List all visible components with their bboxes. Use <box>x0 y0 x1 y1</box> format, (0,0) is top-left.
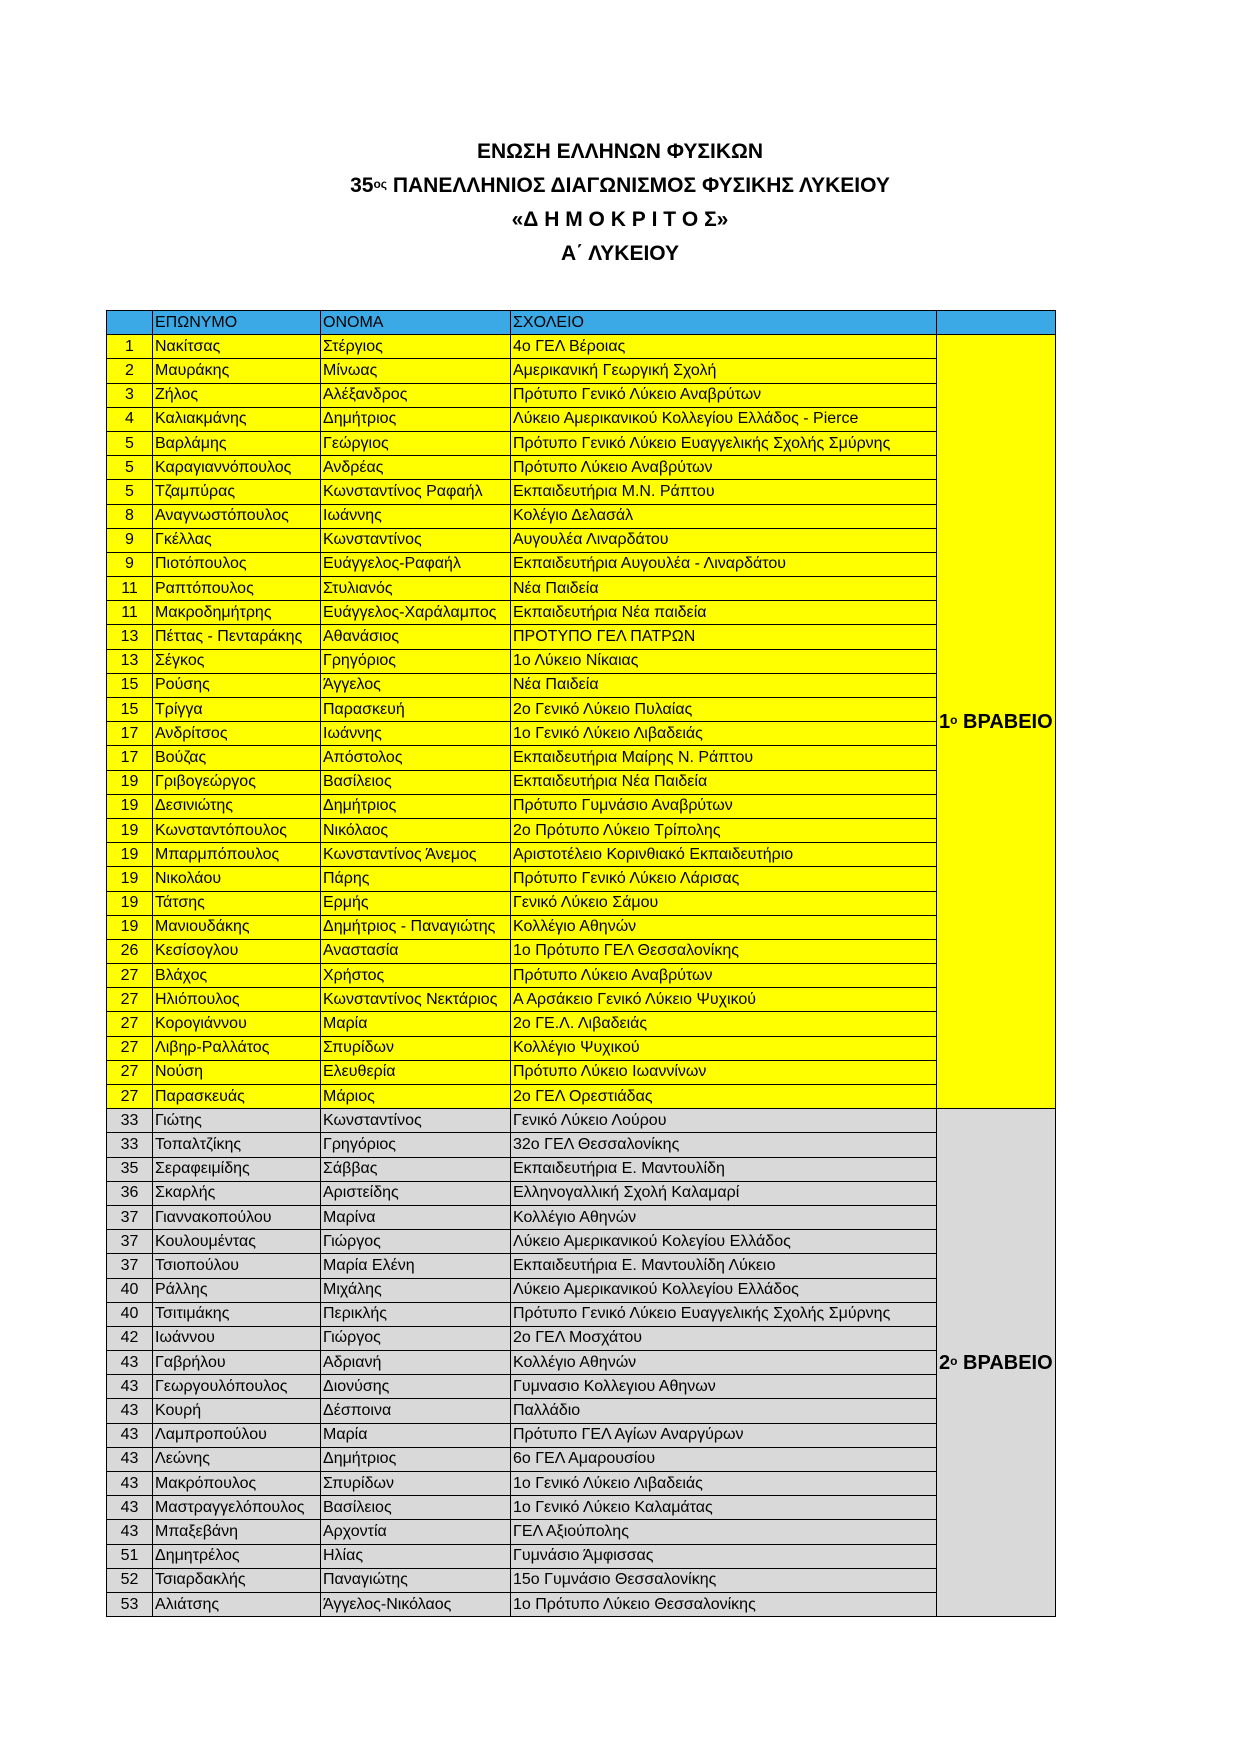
cell-surname: Ράλλης <box>153 1278 321 1302</box>
table-row <box>107 1060 1056 1084</box>
table-row <box>107 552 1056 576</box>
cell-rank: 19 <box>107 770 153 794</box>
cell-rank: 15 <box>107 698 153 722</box>
table-row <box>107 1205 1056 1229</box>
cell-surname: Ανδρίτσος <box>153 722 321 746</box>
cell-school: 2ο Πρότυπο Λύκειο Τρίπολης <box>511 818 937 842</box>
cell-school: 1ο Γενικό Λύκειο Καλαμάτας <box>511 1496 937 1520</box>
table-row <box>107 722 1056 746</box>
cell-name: Ευάγγελος-Χαράλαμπος <box>321 601 511 625</box>
cell-rank: 43 <box>107 1351 153 1375</box>
cell-surname: Γιαννακοπούλου <box>153 1205 321 1229</box>
cell-rank: 52 <box>107 1568 153 1592</box>
cell-name: Κωνσταντίνος <box>321 1109 511 1133</box>
cell-school: 32ο ΓΕΛ Θεσσαλονίκης <box>511 1133 937 1157</box>
cell-name: Χρήστος <box>321 964 511 988</box>
cell-school: Κολλέγιο Αθηνών <box>511 1205 937 1229</box>
cell-school: Πρότυπο Λύκειο Ιωαννίνων <box>511 1060 937 1084</box>
cell-surname: Καλιακμάνης <box>153 407 321 431</box>
cell-surname: Τσιαρδακλής <box>153 1568 321 1592</box>
cell-name: Ιωάννης <box>321 722 511 746</box>
cell-rank: 5 <box>107 480 153 504</box>
table-row <box>107 1133 1056 1157</box>
cell-school: Πρότυπο Γυμνάσιο Αναβρύτων <box>511 794 937 818</box>
table-row <box>107 456 1056 480</box>
cell-surname: Μακρόπουλος <box>153 1472 321 1496</box>
cell-surname: Λιβηρ-Ραλλάτος <box>153 1036 321 1060</box>
cell-school: Πρότυπο Λύκειο Αναβρύτων <box>511 964 937 988</box>
cell-name: Αθανάσιος <box>321 625 511 649</box>
cell-school: Πρότυπο Γενικό Λύκειο Λάρισας <box>511 867 937 891</box>
cell-school: Εκπαιδευτήρια Νέα παιδεία <box>511 601 937 625</box>
cell-name: Κωνσταντίνος <box>321 528 511 552</box>
cell-name: Παρασκευή <box>321 698 511 722</box>
cell-school: Λύκειο Αμερικανικού Κολλεγίου Ελλάδος <box>511 1278 937 1302</box>
table-row <box>107 794 1056 818</box>
cell-rank: 42 <box>107 1326 153 1350</box>
table-row <box>107 1447 1056 1471</box>
cell-surname: Μαυράκης <box>153 359 321 383</box>
edition-suffix: ος <box>373 177 388 191</box>
table-row <box>107 1085 1056 1109</box>
table-row <box>107 746 1056 770</box>
table-row <box>107 1181 1056 1205</box>
cell-rank: 9 <box>107 552 153 576</box>
cell-rank: 33 <box>107 1109 153 1133</box>
cell-surname: Τσιτιμάκης <box>153 1302 321 1326</box>
cell-surname: Τοπαλτζίκης <box>153 1133 321 1157</box>
table-row <box>107 915 1056 939</box>
cell-rank: 19 <box>107 818 153 842</box>
cell-rank: 19 <box>107 794 153 818</box>
competition-name: ΠΑΝΕΛΛΗΝΙΟΣ ΔΙΑΓΩΝΙΣΜΟΣ ΦΥΣΙΚΗΣ ΛΥΚΕΙΟΥ <box>387 174 890 197</box>
cell-school: Λύκειο Αμερικανικού Κολλεγίου Ελλάδος - Pierce <box>511 407 937 431</box>
cell-surname: Κουρή <box>153 1399 321 1423</box>
award-number: 2 <box>939 1351 951 1374</box>
table-row <box>107 1592 1056 1616</box>
award-text: ΒΡΑΒΕΙΟ <box>957 710 1053 733</box>
cell-school: 1ο Γενικό Λύκειο Λιβαδειάς <box>511 722 937 746</box>
cell-school: Νέα Παιδεία <box>511 673 937 697</box>
cell-name: Αναστασία <box>321 939 511 963</box>
cell-school: 6ο ΓΕΛ Αμαρουσίου <box>511 1447 937 1471</box>
cell-name: Ερμής <box>321 891 511 915</box>
cell-name: Γρηγόριος <box>321 1133 511 1157</box>
cell-school: Ελληνογαλλική Σχολή Καλαμαρί <box>511 1181 937 1205</box>
table-row <box>107 843 1056 867</box>
award-number: 1 <box>939 710 951 733</box>
cell-rank: 35 <box>107 1157 153 1181</box>
title-line-4: Α΄ ΛΥΚΕΙΟΥ <box>560 242 680 265</box>
cell-surname: Κεσίσογλου <box>153 939 321 963</box>
cell-surname: Ραπτόπουλος <box>153 577 321 601</box>
cell-rank: 43 <box>107 1399 153 1423</box>
table-row <box>107 1520 1056 1544</box>
table-row <box>107 649 1056 673</box>
cell-surname: Αλιάτσης <box>153 1592 321 1616</box>
cell-rank: 37 <box>107 1254 153 1278</box>
cell-rank: 8 <box>107 504 153 528</box>
cell-rank: 43 <box>107 1472 153 1496</box>
cell-rank: 43 <box>107 1375 153 1399</box>
cell-name: Μαρία <box>321 1012 511 1036</box>
cell-rank: 19 <box>107 891 153 915</box>
cell-surname: Βλάχος <box>153 964 321 988</box>
cell-rank: 5 <box>107 431 153 455</box>
cell-name: Μαρίνα <box>321 1205 511 1229</box>
cell-rank: 37 <box>107 1230 153 1254</box>
cell-name: Ηλίας <box>321 1544 511 1568</box>
cell-school: 2ο ΓΕ.Λ. Λιβαδειάς <box>511 1012 937 1036</box>
table-row <box>107 625 1056 649</box>
cell-surname: Δημητρέλος <box>153 1544 321 1568</box>
cell-surname: Νακίτσας <box>153 335 321 359</box>
edition-number: 35 <box>350 174 374 197</box>
cell-surname: Γιώτης <box>153 1109 321 1133</box>
cell-school: Γυμνασιο Κολλεγιου Αθηνων <box>511 1375 937 1399</box>
cell-rank: 3 <box>107 383 153 407</box>
first-prize-label <box>937 335 1056 1109</box>
table-row <box>107 528 1056 552</box>
header-surname: ΕΠΩΝΥΜΟ <box>153 311 321 335</box>
cell-name: Σπυρίδων <box>321 1036 511 1060</box>
cell-school: ΠΡΟΤΥΠΟ ΓΕΛ ΠΑΤΡΩΝ <box>511 625 937 649</box>
table-row <box>107 577 1056 601</box>
cell-name: Γιώργος <box>321 1326 511 1350</box>
table-row <box>107 1109 1056 1133</box>
cell-school: ΓΕΛ Αξιούπολης <box>511 1520 937 1544</box>
cell-school: 2ο Γενικό Λύκειο Πυλαίας <box>511 698 937 722</box>
cell-name: Άγγελος-Νικόλαος <box>321 1592 511 1616</box>
cell-school: 2ο ΓΕΛ Μοσχάτου <box>511 1326 937 1350</box>
cell-surname: Γεωργουλόπουλος <box>153 1375 321 1399</box>
table-row <box>107 1278 1056 1302</box>
header-name: ΟΝΟΜΑ <box>321 311 511 335</box>
cell-name: Γρηγόριος <box>321 649 511 673</box>
cell-surname: Γαβρήλου <box>153 1351 321 1375</box>
cell-rank: 43 <box>107 1447 153 1471</box>
cell-rank: 43 <box>107 1520 153 1544</box>
cell-rank: 40 <box>107 1302 153 1326</box>
cell-school: Λύκειο Αμερικανικού Κολεγίου Ελλάδος <box>511 1230 937 1254</box>
cell-school: Πρότυπο Γενικό Λύκειο Αναβρύτων <box>511 383 937 407</box>
cell-name: Μιχάλης <box>321 1278 511 1302</box>
award-suffix: ο <box>950 712 958 727</box>
cell-school: Εκπαιδευτήρια Μαίρης Ν. Ράπτου <box>511 746 937 770</box>
cell-surname: Παρασκευάς <box>153 1085 321 1109</box>
table-row <box>107 988 1056 1012</box>
table-row <box>107 867 1056 891</box>
cell-surname: Πιοτόπουλος <box>153 552 321 576</box>
cell-rank: 19 <box>107 915 153 939</box>
second-prize-label <box>937 1109 1056 1617</box>
cell-name: Σπυρίδων <box>321 1472 511 1496</box>
cell-name: Γιώργος <box>321 1230 511 1254</box>
cell-rank: 43 <box>107 1496 153 1520</box>
cell-surname: Νούση <box>153 1060 321 1084</box>
table-row <box>107 1544 1056 1568</box>
table-row <box>107 601 1056 625</box>
cell-name: Αλέξανδρος <box>321 383 511 407</box>
cell-name: Δημήτριος - Παναγιώτης <box>321 915 511 939</box>
header-school: ΣΧΟΛΕΙΟ <box>511 311 937 335</box>
cell-surname: Αναγνωστόπουλος <box>153 504 321 528</box>
cell-school: Εκπαιδευτήρια Ε. Μαντουλίδη Λύκειο <box>511 1254 937 1278</box>
table-row <box>107 480 1056 504</box>
table-row <box>107 1036 1056 1060</box>
cell-rank: 9 <box>107 528 153 552</box>
table-row <box>107 1399 1056 1423</box>
cell-surname: Νικολάου <box>153 867 321 891</box>
cell-name: Ιωάννης <box>321 504 511 528</box>
cell-school: 15ο Γυμνάσιο Θεσσαλονίκης <box>511 1568 937 1592</box>
cell-school: Αμερικανική Γεωργική Σχολή <box>511 359 937 383</box>
cell-surname: Μακροδημήτρης <box>153 601 321 625</box>
cell-surname: Σκαρλής <box>153 1181 321 1205</box>
table-row <box>107 431 1056 455</box>
table-row <box>107 1472 1056 1496</box>
cell-surname: Ιωάννου <box>153 1326 321 1350</box>
cell-name: Δημήτριος <box>321 1447 511 1471</box>
cell-name: Γεώργιος <box>321 431 511 455</box>
cell-name: Στυλιανός <box>321 577 511 601</box>
cell-school: Γενικό Λύκειο Σάμου <box>511 891 937 915</box>
cell-rank: 26 <box>107 939 153 963</box>
cell-school: Πρότυπο Γενικό Λύκειο Ευαγγελικής Σχολής Σμύρνης <box>511 1302 937 1326</box>
cell-name: Αριστείδης <box>321 1181 511 1205</box>
cell-school: 1ο Γενικό Λύκειο Λιβαδειάς <box>511 1472 937 1496</box>
table-row <box>107 383 1056 407</box>
cell-name: Άγγελος <box>321 673 511 697</box>
table-row <box>107 1351 1056 1375</box>
cell-school: Εκπαιδευτήρια Ε. Μαντουλίδη <box>511 1157 937 1181</box>
cell-name: Νικόλαος <box>321 818 511 842</box>
cell-rank: 27 <box>107 988 153 1012</box>
cell-school: Α Αρσάκειο Γενικό Λύκειο Ψυχικού <box>511 988 937 1012</box>
cell-rank: 4 <box>107 407 153 431</box>
cell-name: Αδριανή <box>321 1351 511 1375</box>
cell-surname: Ρούσης <box>153 673 321 697</box>
cell-surname: Λεώνης <box>153 1447 321 1471</box>
cell-rank: 11 <box>107 601 153 625</box>
cell-name: Ευάγγελος-Ραφαήλ <box>321 552 511 576</box>
cell-rank: 5 <box>107 456 153 480</box>
cell-rank: 37 <box>107 1205 153 1229</box>
cell-name: Μαρία Ελένη <box>321 1254 511 1278</box>
cell-rank: 13 <box>107 625 153 649</box>
cell-rank: 43 <box>107 1423 153 1447</box>
cell-school: Πρότυπο Γενικό Λύκειο Ευαγγελικής Σχολής Σμύρνης <box>511 431 937 455</box>
cell-school: 1ο Πρότυπο Λύκειο Θεσσαλονίκης <box>511 1592 937 1616</box>
cell-surname: Βαρλάμης <box>153 431 321 455</box>
cell-surname: Μπαρμπόπουλος <box>153 843 321 867</box>
table-row <box>107 359 1056 383</box>
table-header-row <box>107 311 1056 335</box>
cell-name: Μάριος <box>321 1085 511 1109</box>
cell-name: Δημήτριος <box>321 794 511 818</box>
cell-name: Ελευθερία <box>321 1060 511 1084</box>
cell-name: Κωνσταντίνος Ραφαήλ <box>321 480 511 504</box>
cell-school: Κολλέγιο Αθηνών <box>511 915 937 939</box>
cell-school: Πρότυπο ΓΕΛ Αγίων Αναργύρων <box>511 1423 937 1447</box>
table-row <box>107 407 1056 431</box>
cell-school: Εκπαιδευτήρια Νέα Παιδεία <box>511 770 937 794</box>
cell-name: Αρχοντία <box>321 1520 511 1544</box>
cell-surname: Ζήλος <box>153 383 321 407</box>
cell-name: Βασίλειος <box>321 1496 511 1520</box>
cell-school: 4ο ΓΕΛ Βέροιας <box>511 335 937 359</box>
table-row <box>107 1230 1056 1254</box>
cell-rank: 1 <box>107 335 153 359</box>
cell-surname: Ηλιόπουλος <box>153 988 321 1012</box>
cell-school: Αυγουλέα Λιναρδάτου <box>511 528 937 552</box>
cell-school: 1ο Λύκειο Νίκαιας <box>511 649 937 673</box>
cell-rank: 2 <box>107 359 153 383</box>
cell-name: Ανδρέας <box>321 456 511 480</box>
cell-rank: 40 <box>107 1278 153 1302</box>
cell-surname: Τσιοπούλου <box>153 1254 321 1278</box>
table-row <box>107 1375 1056 1399</box>
cell-rank: 27 <box>107 1060 153 1084</box>
table-row <box>107 1302 1056 1326</box>
cell-rank: 17 <box>107 746 153 770</box>
cell-surname: Δεσινιώτης <box>153 794 321 818</box>
cell-school: Κολλέγιο Ψυχικού <box>511 1036 937 1060</box>
table-row <box>107 1326 1056 1350</box>
table-row <box>107 1012 1056 1036</box>
cell-name: Δημήτριος <box>321 407 511 431</box>
table-row <box>107 818 1056 842</box>
cell-surname: Τρίγγα <box>153 698 321 722</box>
cell-surname: Τάτσης <box>153 891 321 915</box>
cell-school: Πρότυπο Λύκειο Αναβρύτων <box>511 456 937 480</box>
cell-name: Μαρία <box>321 1423 511 1447</box>
cell-name: Μίνωας <box>321 359 511 383</box>
cell-name: Κωνσταντίνος Άνεμος <box>321 843 511 867</box>
cell-rank: 51 <box>107 1544 153 1568</box>
table-row <box>107 1496 1056 1520</box>
cell-surname: Γριβογεώργος <box>153 770 321 794</box>
cell-name: Διονύσης <box>321 1375 511 1399</box>
cell-school: Γυμνάσιο Άμφισσας <box>511 1544 937 1568</box>
table-row <box>107 1568 1056 1592</box>
cell-name: Παναγιώτης <box>321 1568 511 1592</box>
cell-rank: 33 <box>107 1133 153 1157</box>
cell-school: 2ο ΓΕΛ Ορεστιάδας <box>511 1085 937 1109</box>
cell-rank: 36 <box>107 1181 153 1205</box>
cell-rank: 27 <box>107 1085 153 1109</box>
cell-rank: 27 <box>107 1036 153 1060</box>
cell-school: Εκπαιδευτήρια Μ.Ν. Ράπτου <box>511 480 937 504</box>
results-table <box>106 310 1056 1617</box>
cell-rank: 27 <box>107 964 153 988</box>
cell-surname: Τζαμπύρας <box>153 480 321 504</box>
cell-surname: Λαμπροπούλου <box>153 1423 321 1447</box>
cell-surname: Κορογιάννου <box>153 1012 321 1036</box>
cell-rank: 13 <box>107 649 153 673</box>
table-row <box>107 504 1056 528</box>
cell-rank: 27 <box>107 1012 153 1036</box>
document-header <box>0 135 1240 271</box>
cell-name: Σάββας <box>321 1157 511 1181</box>
cell-surname: Πέττας - Πενταράκης <box>153 625 321 649</box>
table-row <box>107 698 1056 722</box>
cell-school: Νέα Παιδεία <box>511 577 937 601</box>
header-award <box>937 311 1056 335</box>
table-row <box>107 1254 1056 1278</box>
cell-surname: Σεραφειμίδης <box>153 1157 321 1181</box>
cell-school: Γενικό Λύκειο Λούρου <box>511 1109 937 1133</box>
cell-name: Απόστολος <box>321 746 511 770</box>
table-row <box>107 891 1056 915</box>
cell-rank: 11 <box>107 577 153 601</box>
table-row <box>107 1157 1056 1181</box>
table-row <box>107 939 1056 963</box>
cell-surname: Σέγκος <box>153 649 321 673</box>
award-text: ΒΡΑΒΕΙΟ <box>957 1351 1053 1374</box>
title-line-2 <box>0 169 1240 203</box>
table-row <box>107 770 1056 794</box>
table-row <box>107 335 1056 359</box>
table-row <box>107 1423 1056 1447</box>
table-row <box>107 964 1056 988</box>
cell-surname: Καραγιαννόπουλος <box>153 456 321 480</box>
title-line-3: «Δ Η Μ Ο Κ Ρ Ι Τ Ο Σ» <box>511 208 729 231</box>
cell-rank: 15 <box>107 673 153 697</box>
cell-rank: 19 <box>107 843 153 867</box>
cell-school: Παλλάδιο <box>511 1399 937 1423</box>
cell-name: Πάρης <box>321 867 511 891</box>
cell-name: Στέργιος <box>321 335 511 359</box>
award-suffix: ο <box>950 1353 958 1368</box>
cell-surname: Μπαξεβάνη <box>153 1520 321 1544</box>
cell-rank: 17 <box>107 722 153 746</box>
cell-rank: 19 <box>107 867 153 891</box>
results-table-body <box>107 311 1056 1617</box>
cell-rank: 53 <box>107 1592 153 1616</box>
cell-school: Αριστοτέλειο Κορινθιακό Εκπαιδευτήριο <box>511 843 937 867</box>
cell-surname: Μαστραγγελόπουλος <box>153 1496 321 1520</box>
cell-school: Εκπαιδευτήρια Αυγουλέα - Λιναρδάτου <box>511 552 937 576</box>
cell-name: Βασίλειος <box>321 770 511 794</box>
header-rank <box>107 311 153 335</box>
cell-surname: Κουλουμέντας <box>153 1230 321 1254</box>
cell-surname: Γκέλλας <box>153 528 321 552</box>
cell-school: 1ο Πρότυπο ΓΕΛ Θεσσαλονίκης <box>511 939 937 963</box>
cell-school: Κολλέγιο Αθηνών <box>511 1351 937 1375</box>
title-line-1: ΕΝΩΣΗ ΕΛΛΗΝΩΝ ΦΥΣΙΚΩΝ <box>476 140 764 163</box>
cell-surname: Βούζας <box>153 746 321 770</box>
cell-surname: Κωνσταντόπουλος <box>153 818 321 842</box>
table-row <box>107 673 1056 697</box>
cell-school: Κολέγιο Δελασάλ <box>511 504 937 528</box>
cell-name: Δέσποινα <box>321 1399 511 1423</box>
cell-name: Κωνσταντίνος Νεκτάριος <box>321 988 511 1012</box>
cell-name: Περικλής <box>321 1302 511 1326</box>
cell-surname: Μανιουδάκης <box>153 915 321 939</box>
